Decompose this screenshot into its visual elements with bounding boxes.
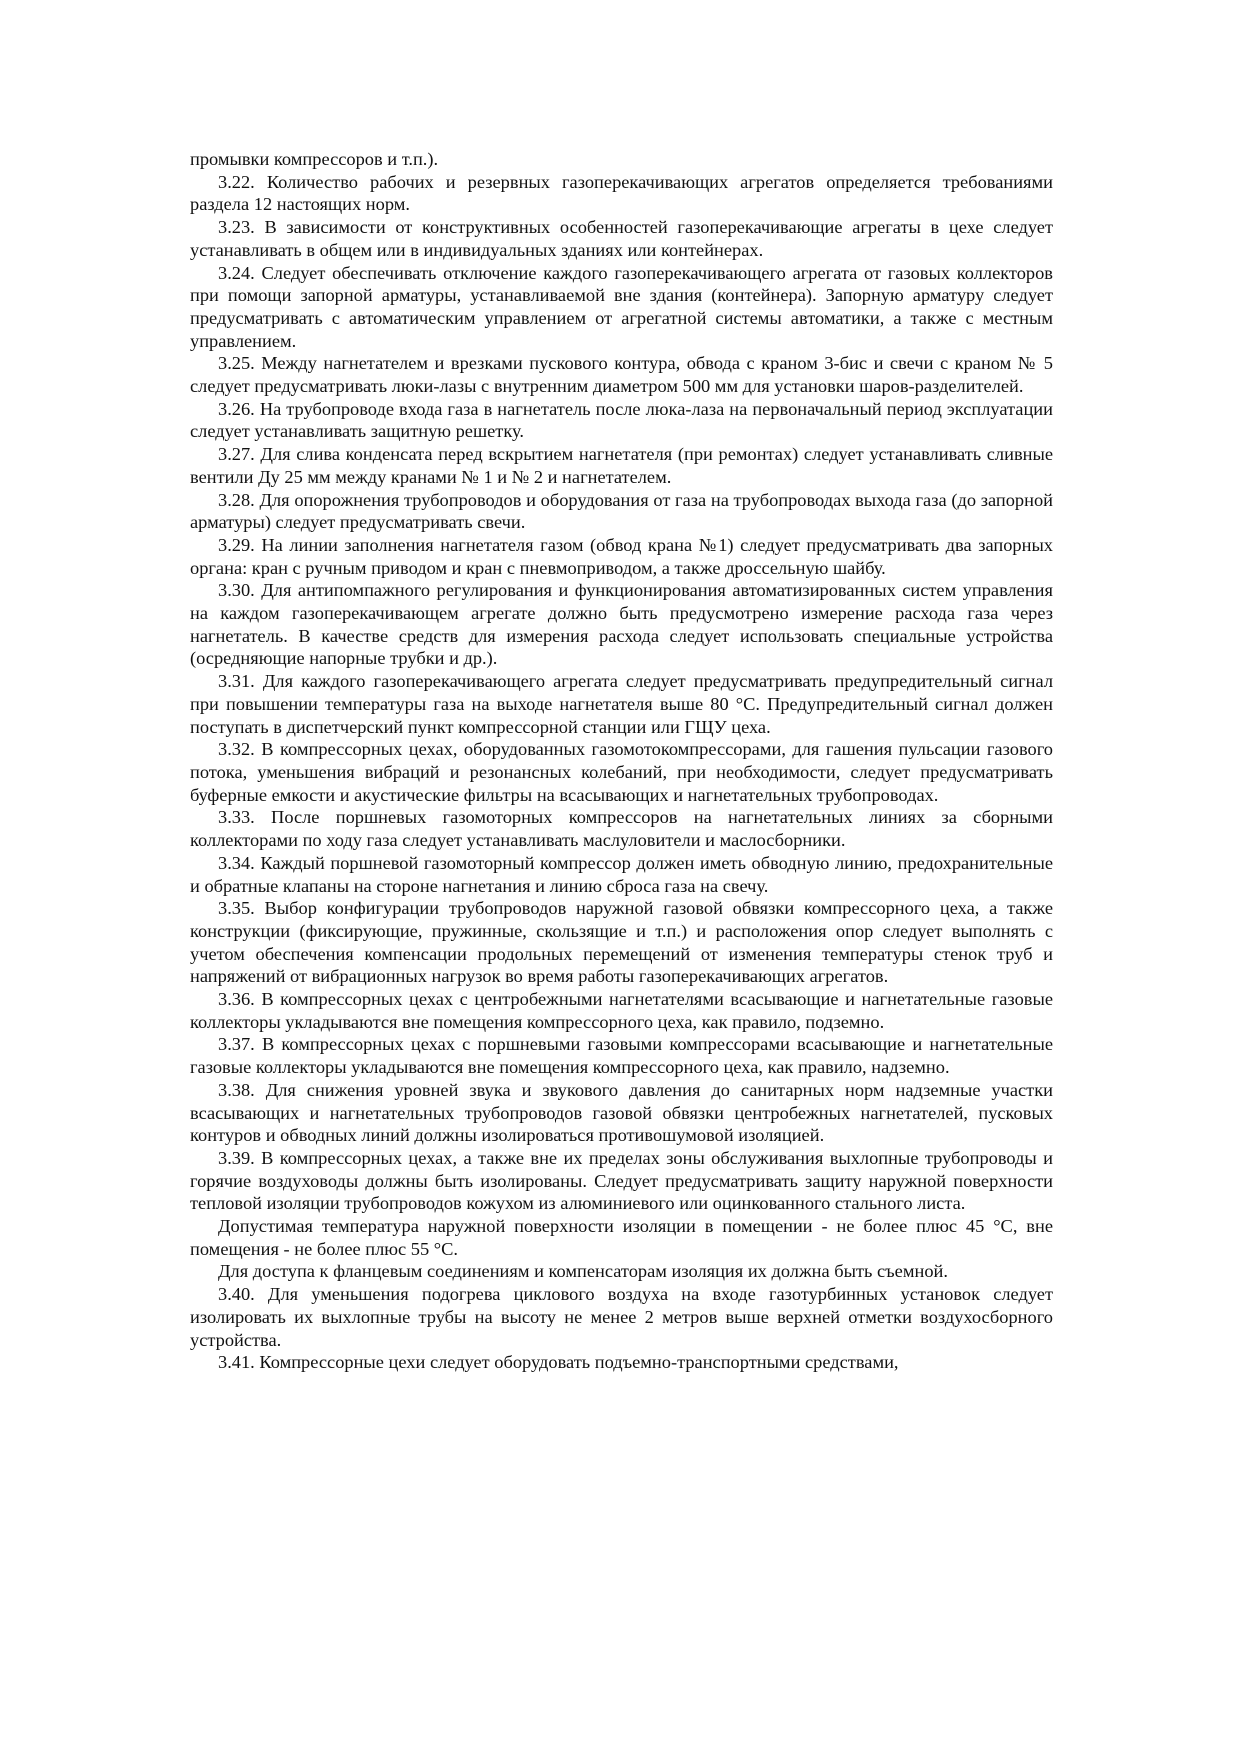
paragraph-3-29: 3.29. На линии заполнения нагнетателя газом (обвод крана №1) следует предусматривать два запорных органа: кран с ручным приводом и кран с пневмоприводом, а также дроссельную шайбу. bbox=[190, 534, 1053, 578]
paragraph-3-39-temperature: Допустимая температура наружной поверхности изоляции в помещении - не более плюс 45 °С, вне помещения - не более плюс 55 °С. bbox=[190, 1216, 1053, 1259]
paragraph-3-31: 3.31. Для каждого газоперекачивающего агрегата следует предусматривать предупредительный сигнал при повышении температуры газа на выходе нагнетателя выше 80 °С. Предупредительный сигнал должен поступать в диспетчерский пункт компрессорной станции или ГЩУ цеха. bbox=[190, 671, 1053, 737]
paragraph-3-41: 3.41. Компрессорные цехи следует оборудовать подъемно-транспортными средствами, bbox=[218, 1352, 899, 1373]
paragraph-3-27: 3.27. Для слива конденсата перед вскрытием нагнетателя (при ремонтах) следует устанавливать сливные вентили Ду 25 мм между кранами № 1 и № 2 и нагнетателем. bbox=[190, 444, 1053, 487]
paragraph-3-39-flanges: Для доступа к фланцевым соединениям и компенсаторам изоляция их должна быть съемной. bbox=[218, 1261, 948, 1282]
paragraph-3-34: 3.34. Каждый поршневой газомоторный компрессор должен иметь обводную линию, предохранительные и обратные клапаны на стороне нагнетания и линию сброса газа на свечу. bbox=[190, 852, 1053, 896]
paragraph-3-24: 3.24. Следует обеспечивать отключение каждого газоперекачивающего агрегата от газовых коллекторов при помощи запорной арматуры, устанавливаемой вне здания (контейнера). Запорную арматуру следует предусматривать с автоматическим управлением от агрегатной системы автоматики, а также с местным управлением. bbox=[190, 262, 1053, 351]
paragraph-3-35: 3.35. Выбор конфигурации трубопроводов наружной газовой обвязки компрессорного цеха, а также конструкции (фиксирующие, пружинные, скользящие и т.п.) и расположения опор следует выполнять с учетом обеспечения компенсации продольных перемещений от изменения температуры стенок труб и напряжений от вибрационных нагрузок во время работы газоперекачивающих агрегатов. bbox=[190, 898, 1053, 987]
paragraph-3-23: 3.23. В зависимости от конструктивных особенностей газоперекачивающие агрегаты в цехе следует устанавливать в общем или в индивидуальных зданиях или контейнерах. bbox=[190, 217, 1053, 260]
paragraph-3-36: 3.36. В компрессорных цехах с центробежными нагнетателями всасывающие и нагнетательные газовые коллекторы укладываются вне помещения компрессорного цеха, как правило, подземно. bbox=[190, 989, 1053, 1032]
paragraph-3-26: 3.26. На трубопроводе входа газа в нагнетатель после люка-лаза на первоначальный период эксплуатации следует устанавливать защитную решетку. bbox=[190, 398, 1053, 442]
paragraph-3-30: 3.30. Для антипомпажного регулирования и функционирования автоматизированных систем управления на каждом газоперекачивающем агрегате должно быть предусмотрено измерение расхода газа через нагнетатель. В качестве средств для измерения расхода следует использовать специальные устройства (осредняющие напорные трубки и др.). bbox=[190, 580, 1053, 669]
paragraph-3-38: 3.38. Для снижения уровней звука и звукового давления до санитарных норм надземные участки всасывающих и нагнетательных трубопроводов газовой обвязки центробежных нагнетателей, пусковых контуров и обводных линий должны изолироваться противошумовой изоляцией. bbox=[190, 1079, 1053, 1146]
paragraph-3-39: 3.39. В компрессорных цехах, а также вне их пределах зоны обслуживания выхлопные трубопроводы и горячие воздуховоды должны быть изолированы. Следует предусматривать защиту наружной поверхности тепловой изоляции трубопроводов кожухом из алюминиевого или оцинкованного стального листа. bbox=[190, 1147, 1053, 1214]
paragraph-3-25: 3.25. Между нагнетателем и врезками пускового контура, обвода с краном 3-бис и свечи с краном № 5 следует предусматривать люки-лазы с внутренним диаметром 500 мм для установки шаров-разделителей. bbox=[190, 353, 1053, 397]
paragraph-3-37: 3.37. В компрессорных цехах с поршневыми газовыми компрессорами всасывающие и нагнетательные газовые коллекторы укладываются вне помещения компрессорного цеха, как правило, надземно. bbox=[190, 1034, 1053, 1078]
paragraph-3-22: 3.22. Количество рабочих и резервных газоперекачивающих агрегатов определяется требованиями раздела 12 настоящих норм. bbox=[190, 171, 1053, 215]
paragraph-3-33: 3.33. После поршневых газомоторных компрессоров на нагнетательных линиях за сборными коллекторами по ходу газа следует устанавливать маслуловители и маслосборники. bbox=[190, 807, 1053, 851]
paragraph-3-40: 3.40. Для уменьшения подогрева циклового воздуха на входе газотурбинных установок следует изолировать их выхлопные трубы на высоту не менее 2 метров выше верхней отметки воздухосборного устройства. bbox=[190, 1284, 1053, 1350]
paragraph-3-28: 3.28. Для опорожнения трубопроводов и оборудования от газа на трубопроводах выхода газа (до запорной арматуры) следует предусматривать свечи. bbox=[190, 489, 1053, 533]
paragraph-3-32: 3.32. В компрессорных цехах, оборудованных газомотокомпрессорами, для гашения пульсации газового потока, уменьшения вибраций и резонансных колебаний, при необходимости, следует предусматривать буферные емкости и акустические фильтры на всасывающих и нагнетательных трубопроводах. bbox=[190, 739, 1053, 805]
document-page bbox=[190, 148, 1053, 1374]
paragraph-continuation: промывки компрессоров и т.п.). bbox=[190, 149, 439, 169]
